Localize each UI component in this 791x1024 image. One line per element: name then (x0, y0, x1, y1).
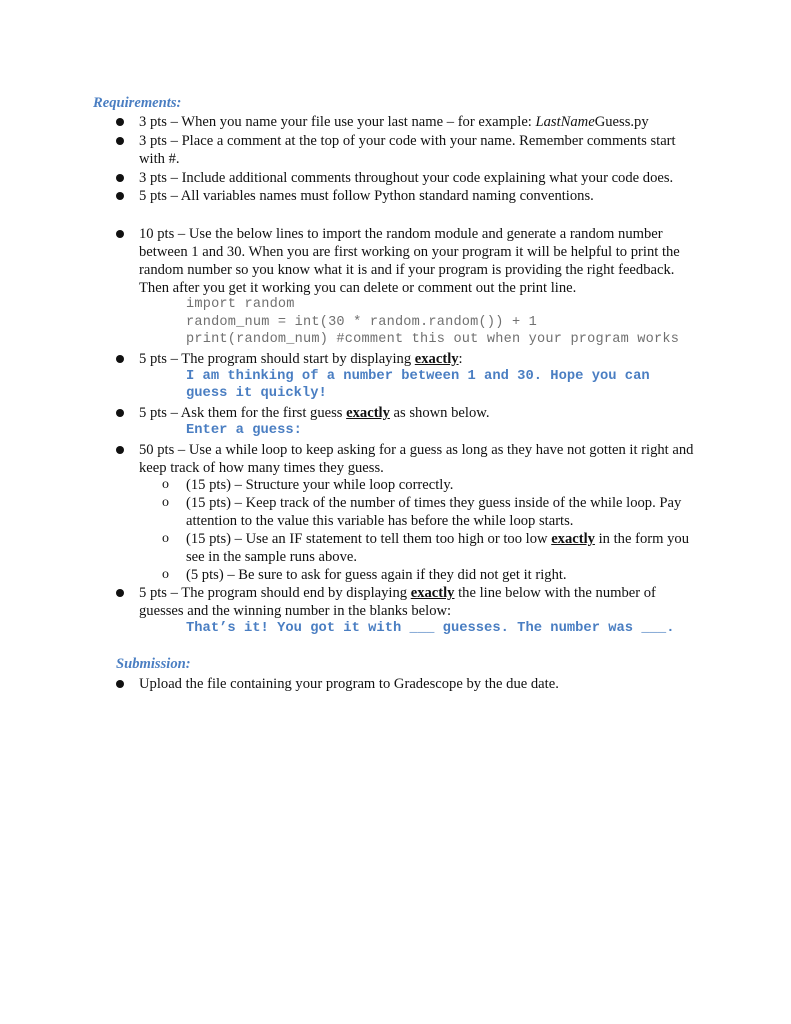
requirement-comment-name-cont: with #. (139, 151, 180, 167)
code-line: random_num = int(30 * random.random()) + 1 (186, 315, 538, 330)
requirement-naming: 5 pts – All variables names must follow Python standard naming conventions. (139, 188, 594, 204)
keyword-exactly: exactly (551, 531, 595, 547)
sub-bullet-icon: o (162, 495, 169, 510)
random-line-1: 10 pts – Use the below lines to import the random module and generate a random number (139, 226, 663, 242)
sub-item-track-cont: attention to the value this variable has before the while loop starts. (186, 513, 574, 529)
random-line-4: Then after you get it working you can delete or comment out the print line. (139, 280, 577, 296)
sub-item-ask-again: (5 pts) – Be sure to ask for guess again if they did not get it right. (186, 567, 567, 583)
sub-item-structure: (15 pts) – Structure your while loop correctly. (186, 477, 454, 493)
output-line: Enter a guess: (186, 423, 302, 438)
bullet-icon (116, 680, 124, 688)
random-line-3: random number so you know what it is and if your program is providing the right feedback. (139, 262, 675, 278)
keyword-exactly: exactly (410, 585, 455, 601)
bullet-icon (116, 192, 124, 200)
output-line: guess it quickly! (186, 386, 327, 401)
output-line: That’s it! You got it with ___ guesses. The number was ___. (186, 621, 675, 636)
bullet-icon (116, 230, 124, 238)
sub-bullet-icon: o (162, 477, 169, 492)
requirements-heading: Requirements: (93, 95, 182, 111)
output-line: I am thinking of a number between 1 and 30. Hope you can (186, 369, 650, 384)
bullet-icon (116, 589, 124, 597)
keyword-exactly: exactly (414, 351, 459, 367)
bullet-icon (116, 409, 124, 417)
requirement-file-name: 3 pts – When you name your file use your last name – for example: LastNameGuess.py (139, 114, 649, 130)
requirement-first-guess: 5 pts – Ask them for the first guess exactly as shown below. (139, 405, 490, 421)
requirement-end-display-cont: guesses and the winning number in the blanks below: (139, 603, 452, 619)
requirement-start-display: 5 pts – The program should start by displaying exactly: (139, 351, 463, 367)
submission-upload: Upload the file containing your program to Gradescope by the due date. (139, 676, 559, 692)
bullet-icon (116, 174, 124, 182)
sub-bullet-icon: o (162, 531, 169, 546)
random-line-2: between 1 and 30. When you are first working on your program it will be helpful to print the (139, 244, 680, 260)
requirement-comments: 3 pts – Include additional comments throughout your code explaining what your code does. (139, 170, 674, 186)
requirement-comment-name: 3 pts – Place a comment at the top of your code with your name. Remember comments start (139, 133, 676, 149)
code-line: import random (186, 297, 295, 312)
keyword-exactly: exactly (346, 405, 390, 421)
submission-heading: Submission: (116, 656, 191, 672)
bullet-icon (116, 137, 124, 145)
sub-item-track: (15 pts) – Keep track of the number of times they guess inside of the while loop. Pay (186, 495, 682, 511)
code-line: print(random_num) #comment this out when your program works (186, 332, 680, 347)
sub-item-if: (15 pts) – Use an IF statement to tell them too high or too low exactly in the form you (186, 531, 690, 547)
bullet-icon (116, 355, 124, 363)
bullet-icon (116, 118, 124, 126)
loop-line-2: keep track of how many times they guess. (139, 460, 384, 476)
italic-lastname: LastName (535, 114, 595, 130)
bullet-icon (116, 446, 124, 454)
loop-line-1: 50 pts – Use a while loop to keep asking for a guess as long as they have not gotten it right and (139, 442, 694, 458)
sub-bullet-icon: o (162, 567, 169, 582)
requirement-end-display: 5 pts – The program should end by displaying exactly the line below with the number of (139, 585, 656, 601)
sub-item-if-cont: see in the sample runs above. (186, 549, 358, 565)
